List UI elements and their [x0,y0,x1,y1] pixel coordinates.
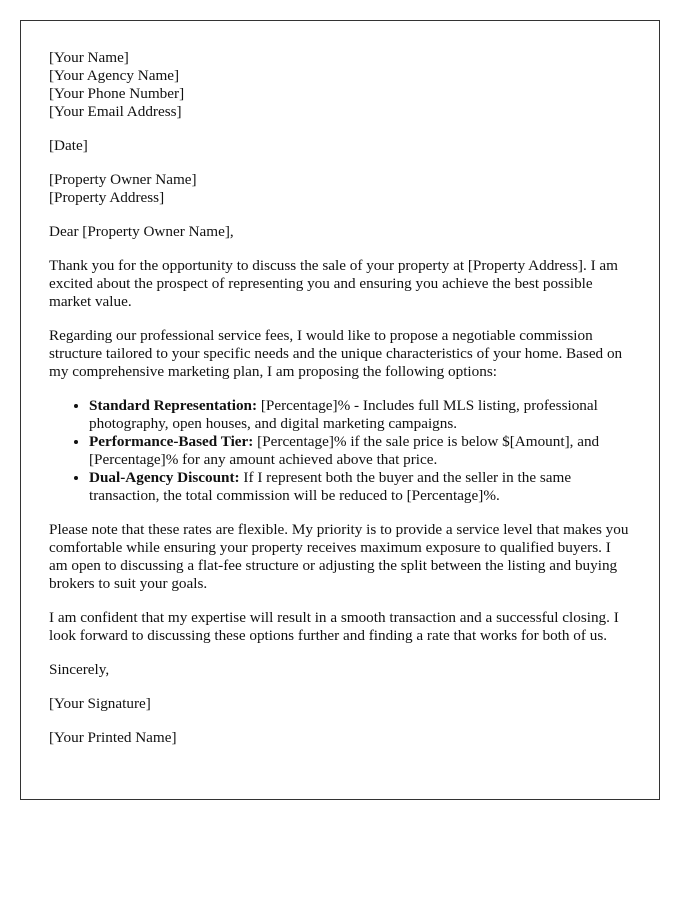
sender-block [49,49,631,121]
sender-name: [Your Name] [49,49,129,66]
option-text: [Percentage]% if the sale price is below $[Amount], and [Percentage]% for any amount achieved above that price. [89,433,600,468]
commission-options-list [49,397,631,505]
option-performance-based-tier [89,433,631,469]
option-title: Performance-Based Tier: [89,433,254,450]
fees-paragraph: Regarding our professional service fees, I would like to propose a negotiable commission structure tailored to your specific needs and the unique characteristics of your home. Based on my comprehensive marketing plan, I am proposing the following options: [49,327,623,380]
sender-email: [Your Email Address] [49,103,182,120]
option-title: Standard Representation: [89,397,258,414]
flexible-rates-paragraph: Please note that these rates are flexible. My priority is to provide a service level that makes you comfortable while ensuring your property receives maximum exposure to qualified buyers. I am open to discussing a flat-fee structure or adjusting the split between the listing and buying brokers to suit your goals. [49,521,629,592]
recipient-name: [Property Owner Name] [49,171,197,188]
letter-document [20,20,660,800]
sender-phone: [Your Phone Number] [49,85,185,102]
valediction: Sincerely, [49,661,110,678]
sender-agency: [Your Agency Name] [49,67,180,84]
salutation: Dear [Property Owner Name], [49,223,234,240]
letter-date: [Date] [49,137,88,154]
printed-name: [Your Printed Name] [49,729,177,746]
option-text: [Percentage]% - Includes full MLS listing, professional photography, open houses, and digital marketing campaigns. [89,397,598,432]
recipient-address: [Property Address] [49,189,165,206]
recipient-block [49,171,631,207]
signature: [Your Signature] [49,695,151,712]
closing-paragraph: I am confident that my expertise will result in a smooth transaction and a successful closing. I look forward to discussing these options further and finding a rate that works for both of us. [49,609,619,644]
option-standard-representation [89,397,631,433]
intro-paragraph: Thank you for the opportunity to discuss the sale of your property at [Property Address]. I am excited about the prospect of representing you and ensuring you achieve the best possible market value. [49,257,618,310]
option-dual-agency-discount [89,469,631,505]
option-title: Dual-Agency Discount: [89,469,240,486]
option-text: If I represent both the buyer and the seller in the same transaction, the total commission will be reduced to [Percentage]%. [89,469,572,504]
